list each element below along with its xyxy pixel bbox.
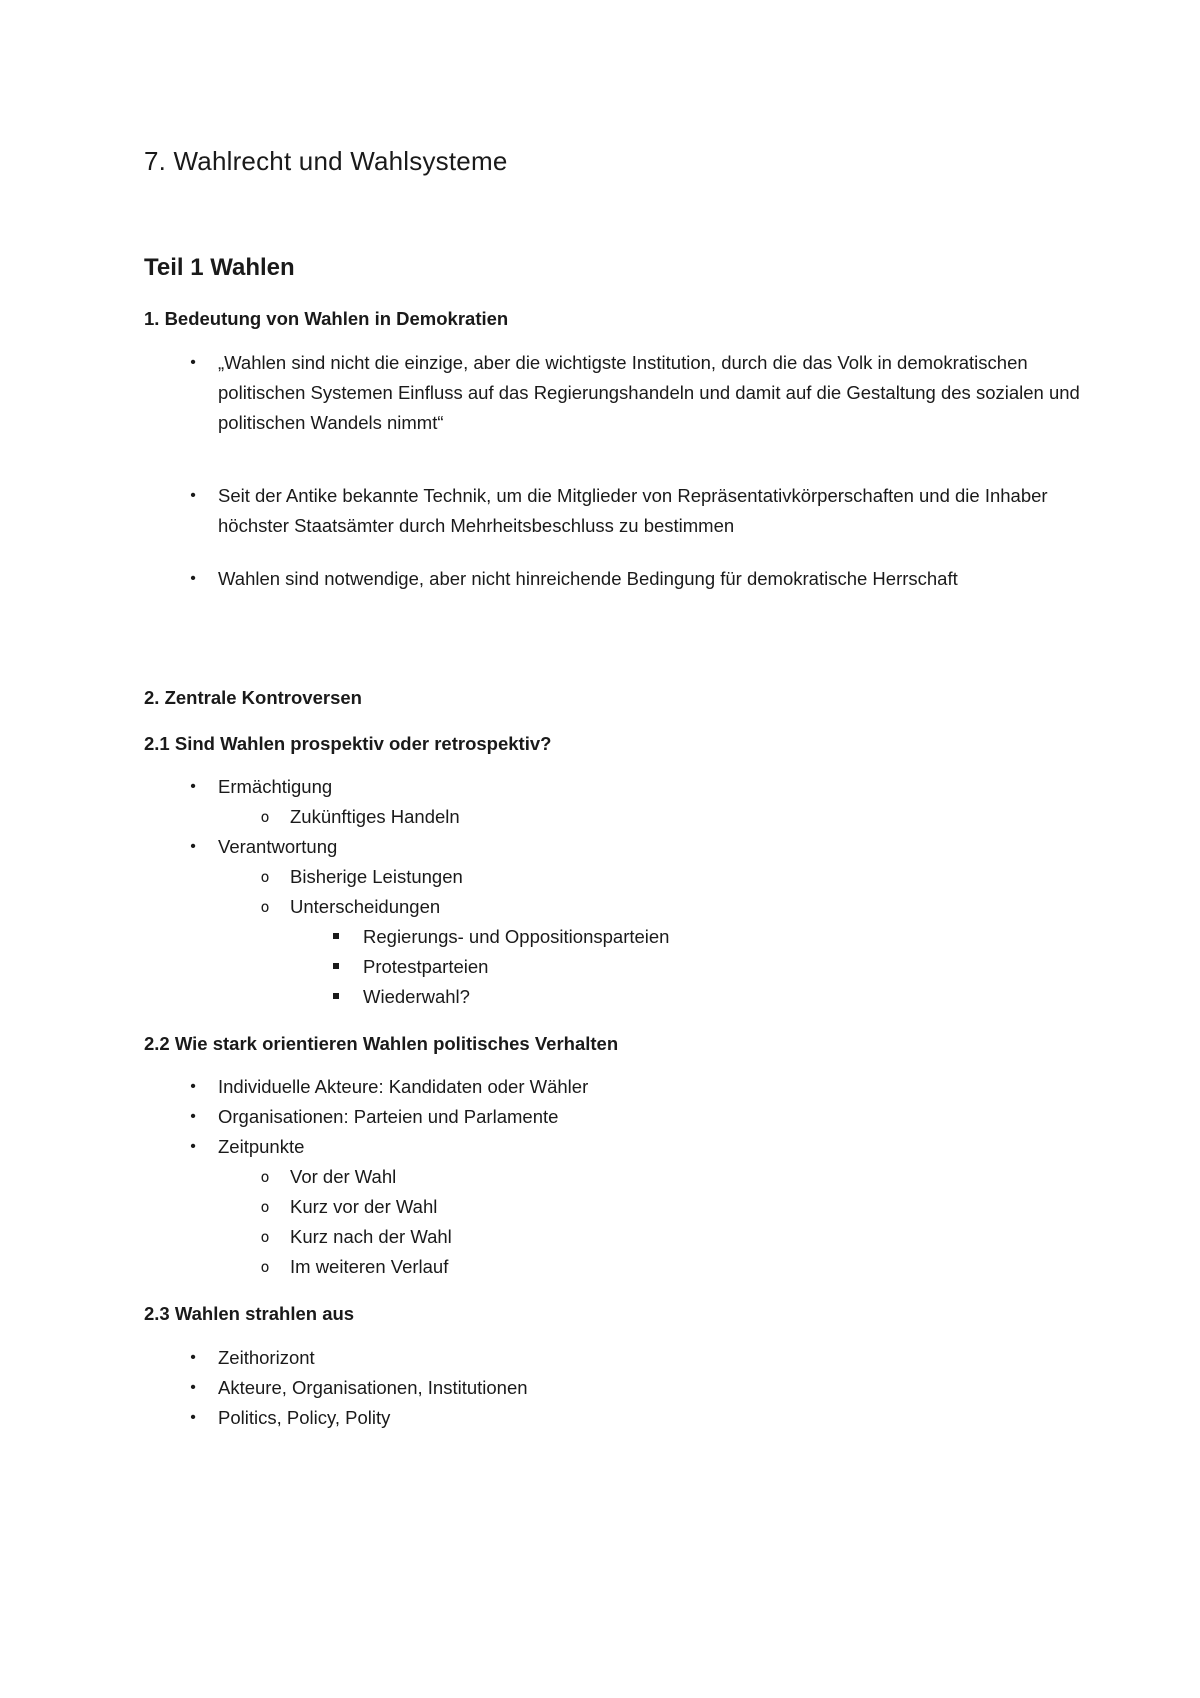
bullet-icon: • [190, 354, 196, 371]
circle-bullet-icon: o [260, 1228, 270, 1246]
bullet-icon: • [190, 778, 196, 795]
bullet-icon: • [190, 1409, 196, 1426]
list-item [190, 481, 1088, 541]
list-item-text: „Wahlen sind nicht die einzige, aber die wichtigste Institution, durch die das Volk in demokratischen politischen Systemen Einfluss auf das Regierungshandeln und damit auf die Gestaltung des sozialen und politischen Wandels nimmt“ [218, 352, 1080, 433]
subsection-heading-2-3: 2.3 Wahlen strahlen aus [144, 1303, 355, 1324]
circle-bullet-icon: o [260, 808, 270, 826]
list-item-text: Wahlen sind notwendige, aber nicht hinreichende Bedingung für demokratische Herrschaft [218, 568, 958, 589]
part-title: Teil 1 Wahlen [144, 254, 295, 281]
list-item [190, 1343, 1088, 1373]
list-item-text: Im weiteren Verlauf [290, 1256, 449, 1277]
list-item-text: Kurz vor der Wahl [290, 1196, 438, 1217]
list-item-text: Akteure, Organisationen, Institutionen [218, 1377, 528, 1398]
list-item [190, 348, 1088, 438]
list-item-text: Ermächtigung [218, 776, 333, 797]
square-bullet-icon [333, 963, 339, 969]
bullet-icon: • [190, 570, 196, 587]
list-item [190, 772, 1088, 802]
bullet-icon: • [190, 1078, 196, 1095]
subsection-heading-2-1: 2.1 Sind Wahlen prospektiv oder retrospektiv? [144, 733, 552, 754]
list-item-text: Organisationen: Parteien und Parlamente [218, 1106, 559, 1127]
bullet-icon: • [190, 487, 196, 504]
list-item [363, 982, 470, 1012]
list-item-text: Protestparteien [363, 956, 489, 977]
list-item [260, 892, 441, 922]
list-item-text: Verantwortung [218, 836, 338, 857]
list-item [190, 1403, 1088, 1433]
section-heading-1: 1. Bedeutung von Wahlen in Demokratien [144, 308, 509, 329]
list-item [260, 802, 460, 832]
list-item [190, 832, 1088, 862]
list-item-text: Kurz nach der Wahl [290, 1226, 452, 1247]
bullet-icon: • [190, 1138, 196, 1155]
list-item [190, 1373, 1088, 1403]
list-item-text: Individuelle Akteure: Kandidaten oder Wähler [218, 1076, 589, 1097]
list-item [363, 952, 488, 982]
list-item-text: Zukünftiges Handeln [290, 806, 460, 827]
list-item [260, 1222, 452, 1252]
list-item [260, 1162, 397, 1192]
list-item-text: Unterscheidungen [290, 896, 441, 917]
bullet-icon: • [190, 1349, 196, 1366]
document-title: 7. Wahlrecht und Wahlsysteme [144, 146, 508, 176]
bullet-icon: • [190, 838, 196, 855]
section-heading-2: 2. Zentrale Kontroversen [144, 687, 362, 708]
circle-bullet-icon: o [260, 1258, 270, 1276]
list-item-text: Regierungs- und Oppositionsparteien [363, 926, 670, 947]
list-item [260, 1252, 449, 1282]
list-item [190, 564, 1088, 594]
circle-bullet-icon: o [260, 1168, 270, 1186]
list-item [363, 922, 669, 952]
list-item [260, 862, 463, 892]
bullet-icon: • [190, 1108, 196, 1125]
circle-bullet-icon: o [260, 1198, 270, 1216]
list-item-text: Seit der Antike bekannte Technik, um die Mitglieder von Repräsentativkörperschaften und die Inhaber höchster Staatsämter durch Mehrheitsbeschluss zu bestimmen [218, 485, 1048, 536]
list-item-text: Wiederwahl? [363, 986, 470, 1007]
subsection-heading-2-2: 2.2 Wie stark orientieren Wahlen politisches Verhalten [144, 1033, 619, 1054]
list-item [260, 1192, 438, 1222]
square-bullet-icon [333, 993, 339, 999]
list-item-text: Zeithorizont [218, 1347, 315, 1368]
list-item-text: Bisherige Leistungen [290, 866, 463, 887]
list-item [190, 1072, 1088, 1102]
circle-bullet-icon: o [260, 868, 270, 886]
list-item-text: Zeitpunkte [218, 1136, 305, 1157]
list-item [190, 1132, 1088, 1162]
list-item-text: Politics, Policy, Polity [218, 1407, 391, 1428]
bullet-icon: • [190, 1379, 196, 1396]
list-item-text: Vor der Wahl [290, 1166, 397, 1187]
square-bullet-icon [333, 933, 339, 939]
circle-bullet-icon: o [260, 898, 270, 916]
list-item [190, 1102, 1088, 1132]
